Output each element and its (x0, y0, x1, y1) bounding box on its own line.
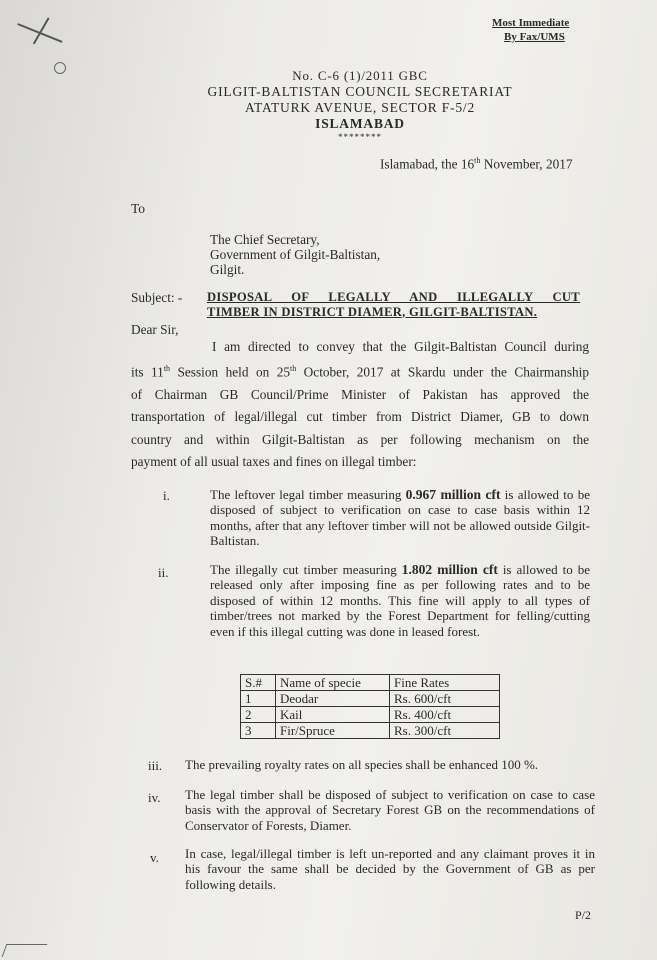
table-cell: Kail (276, 707, 390, 723)
intro-line: of Chairman GB Council/Prime Minister of Pakistan has approved the (131, 387, 589, 403)
table-header-row (241, 675, 500, 691)
salutation: Dear Sir, (131, 322, 179, 337)
table-header-cell: Fine Rates (390, 675, 500, 691)
intro-line: country and within Gilgit-Baltistan as per following mechanism on the (131, 431, 589, 447)
intro-line: I am directed to convey that the Gilgit-Baltistan Council during (212, 339, 589, 354)
intro-text: Session held on 25 (170, 364, 290, 380)
handwriting-mark-icon (2, 944, 48, 957)
letter-date (380, 156, 573, 172)
item-number: i. (163, 488, 170, 503)
subject-label: Subject: - (131, 290, 183, 305)
intro-paragraph (131, 336, 589, 473)
item-iii-text: The prevailing royalty rates on all species shall be enhanced 100 %. (185, 757, 539, 772)
item-bold-value: 1.802 million cft (401, 562, 498, 577)
recipient-line: Government of Gilgit-Baltistan, (210, 247, 381, 262)
table-cell: Rs. 400/cft (390, 707, 500, 723)
table-cell: 1 (241, 691, 276, 707)
table-cell: 3 (241, 723, 276, 739)
to-label: To (131, 201, 146, 216)
table-cell: Rs. 600/cft (390, 691, 500, 707)
item-text: is allowed to be disposed of subject to verification on case to case basis within 12 months, after that any leftover timber will not be allowed outside Gilgit-Baltistan. (210, 487, 590, 549)
hole-punch-icon (54, 62, 66, 74)
item-bold-value: 0.967 million cft (405, 487, 501, 502)
table-cell: Fir/Spruce (276, 723, 390, 739)
page-number: P/2 (575, 908, 592, 922)
organization-address: ATATURK AVENUE, SECTOR F-5/2 (244, 100, 476, 115)
table-header-cell: S.# (241, 675, 276, 691)
recipient-line: Gilgit. (210, 262, 245, 277)
intro-line (131, 358, 589, 384)
recipient-block (210, 232, 380, 277)
item-i-text (210, 487, 590, 549)
item-number: iii. (148, 758, 163, 773)
date-prefix: Islamabad, the 16 (380, 156, 475, 172)
subject-text (207, 290, 580, 319)
subject-line: DISPOSAL OF LEGALLY AND ILLEGALLY CUT (207, 290, 580, 304)
table-row (241, 691, 500, 707)
delivery-label: By Fax/UMS (504, 31, 565, 43)
item-text: The illegally cut timber measuring (210, 562, 402, 577)
fine-rates-table (240, 674, 500, 739)
reference-number: No. C-6 (1)/2011 GBC (292, 68, 428, 83)
item-text: The leftover legal timber measuring (210, 487, 406, 502)
header-stars: ******** (338, 132, 382, 142)
item-number: v. (150, 850, 159, 865)
organization-city: ISLAMABAD (315, 116, 405, 131)
intro-line: transportation of legal/illegal cut timber from District Diamer, GB to down (131, 409, 589, 425)
item-ii-text (210, 562, 590, 639)
intro-sup: th (290, 364, 297, 374)
table-row (241, 707, 500, 723)
item-v-text: In case, legal/illegal timber is left un-reported and any claimant proves it in his favour the same shall be decided by the Government of GB as per following details. (185, 846, 595, 892)
item-iv-text: The legal timber shall be disposed of subject to verification on case to case basis with the approval of Secretary Forest GB on the recommendations of Conservator of Forests, Diamer. (185, 787, 595, 833)
date-sup: th (474, 156, 481, 165)
table-cell: 2 (241, 707, 276, 723)
letterhead (150, 68, 570, 142)
priority-label: Most Immediate (492, 17, 570, 29)
subject-line: TIMBER IN DISTRICT DIAMER, GILGIT-BALTISTAN. (207, 304, 538, 319)
intro-text: its 11 (131, 364, 164, 380)
intro-line: payment of all usual taxes and fines on illegal timber: (131, 453, 417, 469)
date-suffix: November, 2017 (480, 156, 573, 172)
item-text: is allowed to be released only after imposing fine as per following rates and to be disposed of within 12 months. This fine will apply to all types of timber/trees not marked by the Forest Department for felling/cutting even if this illegal cutting was done in leased forest. (210, 562, 590, 639)
table-cell: Rs. 300/cft (390, 723, 500, 739)
table-cell: Deodar (276, 691, 390, 707)
item-number: iv. (148, 790, 161, 805)
recipient-line: The Chief Secretary, (210, 232, 320, 247)
organization-name: GILGIT-BALTISTAN COUNCIL SECRETARIAT (207, 84, 513, 99)
item-number: ii. (158, 565, 169, 580)
intro-text: October, 2017 at Skardu under the Chairmanship (296, 364, 589, 380)
table-row (241, 723, 500, 739)
table-header-cell: Name of specie (276, 675, 390, 691)
intro-sup: th (163, 364, 171, 374)
